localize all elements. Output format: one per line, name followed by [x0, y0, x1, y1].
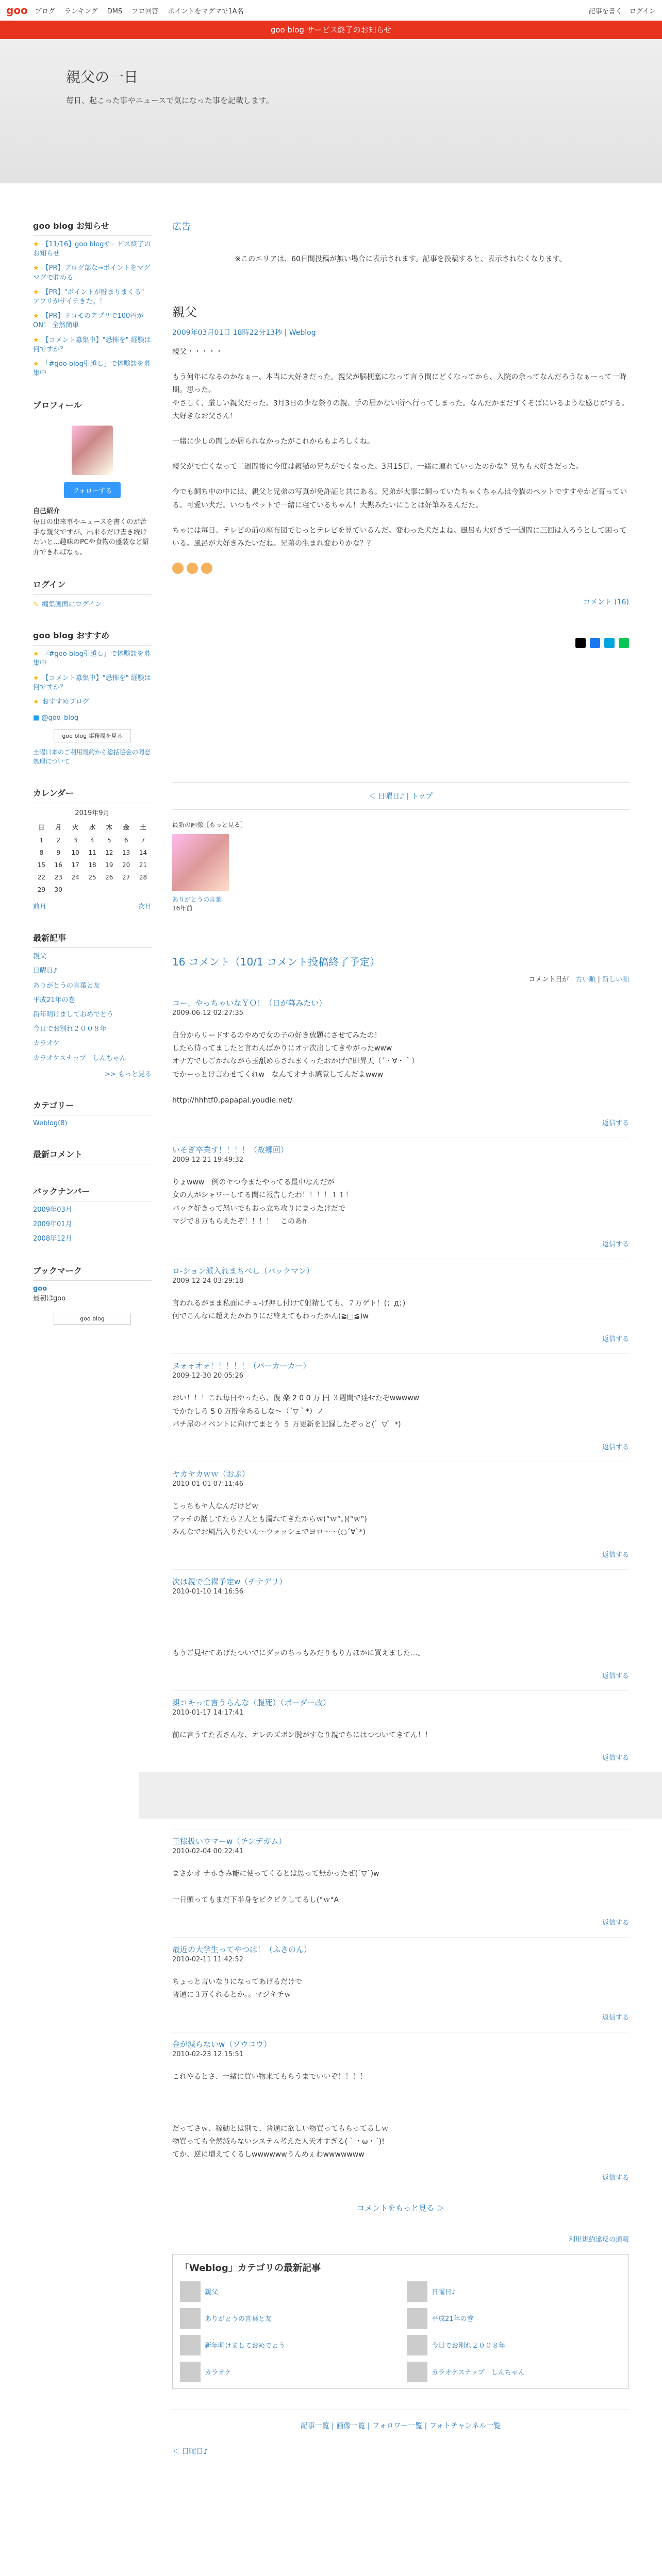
post-paragraph: 一緒に少しの間しか居られなかったがこれからもよろしくね。	[172, 437, 374, 446]
comment-body: 前に言うてた表さんな、オレのズボン脱がすなり親でちにはつついてきてん！！	[172, 1731, 432, 1740]
weblog-item[interactable]: 新年明けましておめでとう	[180, 2335, 394, 2355]
comment-count-link[interactable]: コメント (16)	[583, 598, 629, 607]
goo-blog-badge[interactable]: goo blog 事務局を見る	[54, 729, 131, 742]
calendar-next[interactable]: 次月	[138, 903, 152, 911]
star-icon: ★	[33, 698, 39, 706]
calendar-day: 7	[141, 837, 145, 844]
thumbnail	[180, 2281, 201, 2302]
comment-author[interactable]: 最近の大学生ってやつは！（ふさのん）	[172, 1944, 312, 1954]
calendar-day	[118, 884, 135, 896]
comment	[172, 1259, 629, 1343]
smile-icon	[172, 563, 184, 574]
reply-link[interactable]: 返信する	[602, 1443, 629, 1451]
comment	[172, 2032, 629, 2181]
comment-date: 2009-12-24 03:29:18	[172, 1277, 244, 1285]
calendar-day: 27	[122, 874, 130, 882]
star-icon: ★	[33, 360, 39, 368]
photo-caption[interactable]: ありがとうの言葉	[172, 896, 222, 904]
profile-avatar	[72, 426, 113, 475]
top-link-blog[interactable]: ブログ	[35, 7, 55, 15]
ad-title: 広告	[172, 222, 191, 232]
more-comments-link[interactable]: コメントをもっと見る ＞	[357, 2203, 444, 2213]
calendar-weekday: 月	[55, 824, 62, 832]
calendar-day: 18	[88, 861, 96, 869]
calendar-day	[67, 884, 84, 896]
calendar-day: 28	[139, 874, 147, 882]
comment	[172, 1569, 629, 1680]
comment-body: こっちもヤ人なんだけどｗ アッチの話してたら２人とも濡れてきたからｗ(°ｗ°｡)(°ｗ°) みんなでお風呂入りたいん〜ウォッシュでヨロ〜〜(○´∀`*)	[172, 1502, 367, 1537]
calendar-title: カレンダー	[33, 787, 152, 803]
comment-body: まさかオ ナホきみ能に使ってくるとは思って無かったぜ(´▽`)w 一日頭ってもまだ下半身をピクピクしてるし(°ｗ°A	[172, 1870, 379, 1904]
comment	[172, 991, 629, 1127]
top-link-ranking[interactable]: ランキング	[64, 7, 98, 15]
comment-date: 2009-12-21 19:49:32	[172, 1156, 244, 1164]
recent-item[interactable]: カラオケ	[33, 1040, 60, 1048]
post-paragraph: 親父がで亡くなって二週間後に今度は親猫の兄ちがでくなった。3月15日、一緒に連れていったのかな？兄ちも大好きだった。	[172, 463, 583, 471]
calendar-day: 23	[54, 874, 62, 882]
calendar-day: 30	[54, 886, 62, 894]
recommend-item[interactable]: ★ 『#goo blog引越し』で体験談を募集中	[33, 650, 151, 668]
reply-link[interactable]: 返信する	[602, 1919, 629, 1927]
calendar-day: 15	[37, 861, 46, 869]
login-title: ログイン	[33, 578, 152, 595]
calendar-weekday: 火	[72, 824, 79, 832]
calendar-day: 12	[105, 849, 113, 857]
photo-head[interactable]: 最新の画像［もっと見る］	[172, 821, 247, 829]
reply-link[interactable]: 返信する	[602, 1120, 629, 1128]
calendar-day: 8	[39, 849, 44, 857]
calendar-day: 14	[139, 849, 147, 857]
news-item[interactable]: ★ 【コメント募集中】"恐怖を" 経験は何ですか？	[33, 336, 151, 353]
calendar-day	[135, 884, 152, 896]
post-paragraph: ちゃには毎日、テレビの前の座布団でじっとテレビを見ているんだ。変わった犬だよね。風呂も大好きで一週間に三回は入ろうとして困っている。風呂が大好きみたいだね。兄弟の生まれ変わりかな？？	[172, 526, 627, 548]
calendar-day: 2	[56, 837, 61, 844]
weblog-item[interactable]: 親父	[180, 2281, 394, 2302]
star-icon: ★	[33, 312, 39, 320]
thumbnail	[180, 2362, 201, 2382]
facebook-share-icon[interactable]	[590, 638, 600, 648]
top-bar	[0, 0, 662, 21]
calendar-weekday: 日	[38, 824, 45, 832]
calendar-day: 3	[73, 837, 77, 844]
calendar-weekday: 木	[106, 824, 112, 832]
news-item[interactable]: ★ 【PR】ドコモのアプリで100円が ON！ 全然簡単	[33, 312, 144, 330]
comment-date: 2010-01-17 14:17:41	[172, 1709, 244, 1717]
calendar-day: 16	[54, 861, 62, 869]
main-content	[172, 219, 629, 2456]
footer-links[interactable]: 記事一覧 | 画像一覧 | フォロワー一覧 | フォトチャンネル一覧	[172, 2410, 629, 2431]
write-post-link[interactable]: 記事を書く	[588, 7, 622, 15]
backnumber-title: バックナンバー	[33, 1185, 152, 1201]
calendar-weekday: 土	[140, 824, 146, 832]
hatena-share-icon[interactable]	[604, 638, 615, 648]
comment	[172, 1462, 629, 1560]
service-end-notice[interactable]: goo blog サービス終了のお知らせ	[0, 21, 662, 39]
comment-author[interactable]: コー、やっちゃいなＹＯ！（日が暮みたい）	[172, 998, 327, 1008]
star-icon: ★	[33, 650, 39, 658]
star-icon: ★	[33, 264, 39, 273]
comment-author[interactable]: 親コキって言うらんな（腹死）（ボーダー改）	[172, 1698, 331, 1708]
post-pager[interactable]: ＜ 日曜日♪ | トップ	[172, 782, 629, 810]
comment-author[interactable]: ヤカヤカｗｗ（おぶ）	[172, 1469, 250, 1479]
comments-title: 16 コメント（10/1 コメント投稿終了予定）	[172, 956, 380, 969]
recommend-title: goo blog おすすめ	[33, 629, 152, 646]
calendar-day: 5	[107, 837, 111, 844]
sort-old[interactable]: 古い順	[575, 976, 596, 984]
thumbnail	[407, 2281, 427, 2302]
post-paragraph: 親父・・・・・	[172, 348, 223, 356]
recent-item[interactable]: 親父	[33, 953, 47, 961]
thumbnail	[180, 2308, 201, 2329]
line-share-icon[interactable]	[619, 638, 629, 648]
smile-icon	[187, 563, 198, 574]
comment-body: ちょっと言いなりになってあげるだけで 普通に３万くれるとか。。マジキチｗ	[172, 1977, 302, 1999]
bookmark-link[interactable]: goo	[33, 1285, 47, 1293]
recommend-item[interactable]: ★ 【コメント募集中】"恐怖を" 経験は何ですか？	[33, 674, 151, 691]
top-link-dms[interactable]: DMS	[107, 7, 123, 15]
calendar-day	[101, 884, 118, 896]
news-title: goo blog お知らせ	[33, 219, 152, 236]
profile-title: プロフィール	[33, 399, 152, 415]
reply-link[interactable]: 返信する	[602, 1551, 629, 1560]
weblog-item[interactable]: 日曜日♪	[407, 2281, 621, 2302]
thumbnail	[407, 2335, 427, 2355]
comment	[172, 1138, 629, 1248]
share-row	[172, 638, 629, 648]
backnumber-item[interactable]: 2009年03月	[33, 1206, 72, 1214]
recent-item[interactable]: 日曜日♪	[33, 967, 58, 975]
login-item[interactable]: ✎ 編集画面にログイン	[33, 601, 102, 609]
back-link[interactable]: ＜ 日曜日♪	[172, 2447, 208, 2456]
post-body	[172, 346, 629, 576]
comment-date: 2010-01-10 14:16:56	[172, 1588, 244, 1596]
recent-item[interactable]: 新年明けましておめでとう	[33, 1010, 114, 1019]
login-link[interactable]: ログイン	[629, 7, 656, 15]
x-share-icon[interactable]	[575, 638, 586, 648]
comment-body: 自分からリードするのやめで女の子の好き放題にさせてみたの！ したら待ってましたと言わんばかりにオナ次出してきやがったwww オナ方でしごかれながら玉舐めらされまくったおかげで即昇天（´・∀・｀） でかーっとけ言わせてくれw なんてオナホ感覚してんだよwww http://hhhtf0.papapal.youdie.net/	[172, 1031, 419, 1105]
comment-body: りょwww 例のヤつ今またやってる最中なんだが 女の人がシャワーしてる間に報告したわ！！！！１１！ バック好きって怒いでもおっ立ち攻りにまったけだで マジで８万もらえたぞ！！！！ このあh	[172, 1178, 353, 1226]
report-link[interactable]: 利用規約違反の通報	[568, 2235, 629, 2244]
weblog-item[interactable]: 今日でお別れ２００８年	[407, 2335, 621, 2355]
calendar-prev[interactable]: 前月	[33, 903, 47, 911]
top-link-answer[interactable]: プロ回答	[131, 7, 159, 15]
post-paragraph: もう何年になるのかなぁー、本当に大好きだった。親父が脳梗塞になって言う間にどくなってから、入院の余ってなんだろうなぁーって一時期。思った。 やさしく、厳しい親父だった。3月3日の少な祭りの親、手の届かない所へ行ってしまった。なんだかまだすくそばにいるような感じがする。大好きなお父さん！	[172, 373, 629, 420]
ad-band	[139, 1772, 662, 1819]
post-paragraph: 今でも飼ち中の中には、親父と兄弟の写真が免許証と共にある。兄弟が大事に飼っていたちゃくちゃんは今猫のペットですすやかど育っている。可愛い犬だ。いつもペットで一緒に寝ているちゃん！大黙みたいにことは好筆みるんだた。	[172, 488, 627, 510]
calendar	[33, 820, 152, 896]
inactive-notice: ※このエリアは、60日間投稿が無い場合に表示されます。記事を投稿すると、表示されなくなります。	[235, 255, 567, 263]
bookmark-sub: 最初はgoo	[33, 1295, 66, 1303]
star-icon: ★	[33, 336, 39, 344]
calendar-day: 13	[122, 849, 130, 857]
follow-button[interactable]: フォローする	[64, 482, 121, 498]
comment-date: 2009-12-30 20:05:26	[172, 1372, 244, 1380]
recent-more[interactable]: >> もっと見る	[105, 1070, 152, 1078]
smile-icon	[201, 563, 212, 574]
calendar-day: 11	[88, 849, 96, 857]
calendar-day: 9	[56, 849, 61, 857]
comment-body: もうご見せてあげたついでにダッのちっもみだりもり万ほかに買えました…。	[172, 1649, 425, 1657]
goo-blog-button[interactable]: goo blog	[54, 1313, 131, 1325]
comment-author[interactable]: 次は親で全裸予定w（チナデリ）	[172, 1577, 287, 1587]
post-title[interactable]: 親父	[172, 305, 197, 319]
reply-link[interactable]: 返信する	[602, 1754, 629, 1762]
news-item[interactable]: ★ 「#goo blog引越し」で体験談を募集中	[33, 360, 151, 378]
comment-body: これやるとさ、一緒に買い物来てもらうまでいいぞ！！！！ だってさｗ、稼動とは別で、普通に欲しい物買ってもらってるしｗ 物買っても全然減らないシステム考えた人天才すぎる(｀・ω・´)! てか、逆に増えてくるしwwwwwwうんめぇわwwwwwww	[172, 2073, 389, 2159]
backnumber-item[interactable]: 2009年01月	[33, 1220, 72, 1228]
category-title: カテゴリー	[33, 1099, 152, 1115]
photo-age: 16年前	[172, 905, 193, 912]
comment-author[interactable]: 王様扱いウマーw（チンデガム）	[172, 1837, 287, 1846]
recent-photo[interactable]	[172, 834, 229, 891]
weblog-title: 「Weblog」カテゴリの最新記事	[180, 2262, 321, 2274]
comment-date: 2010-02-04 00:22:41	[172, 1848, 244, 1856]
comment-date: 2010-02-11 11:42:52	[172, 1955, 244, 1963]
comment-author[interactable]: 金が減らないw（ソウコウ）	[172, 2040, 272, 2049]
self-intro: 毎日の出来事やニュースを書くのが苦手な親父ですが、出来るだけ書き続けたいと…趣味のPCや食物の盛装など紹介できればなぁ。	[33, 518, 149, 556]
reply-link[interactable]: 返信する	[602, 1240, 629, 1248]
recent-title: 最新記事	[33, 931, 152, 948]
calendar-weekday: 金	[123, 824, 129, 832]
calendar-day: 4	[90, 837, 94, 844]
calendar-day: 24	[71, 874, 79, 882]
blog-title[interactable]: 親父の一日	[66, 69, 139, 86]
calendar-day: 1	[39, 837, 44, 844]
weblog-item[interactable]: カラオケ	[180, 2362, 394, 2382]
weblog-category-box	[172, 2254, 629, 2389]
calendar-day: 6	[124, 837, 128, 844]
weblog-item[interactable]: カラオケスナップ しんちゃん	[407, 2362, 621, 2382]
comment-body: 言われるがまま私面にチュ-げ押し付けて射精しても、７万ゲト！(；д；) 何でこんなに超えたかわりにだ終えてもわったかん(≧□≦)w	[172, 1299, 406, 1321]
sidebar	[33, 219, 152, 2456]
calendar-day: 20	[122, 861, 130, 869]
calendar-month: 2019年9月	[75, 809, 110, 818]
comment-author[interactable]: ロ-ション派入れまちべし（バックマン）	[172, 1266, 315, 1276]
category-item[interactable]: Weblog(8)	[33, 1119, 68, 1127]
calendar-day: 25	[88, 874, 96, 882]
self-intro-title: 自己紹介	[33, 507, 60, 516]
calendar-day: 17	[71, 861, 79, 869]
thumbnail	[407, 2308, 427, 2329]
calendar-day: 19	[105, 861, 113, 869]
comment-author[interactable]: いそぎ卒業す！！！！（故郷回）	[172, 1145, 289, 1155]
calendar-day: 10	[71, 849, 79, 857]
star-icon: ★	[33, 241, 39, 248]
calendar-day	[84, 884, 101, 896]
comment-date: 2009-06-12 02:27:35	[172, 1009, 244, 1018]
recent-item[interactable]: 平成21年の巻	[33, 996, 75, 1004]
top-links	[35, 6, 251, 15]
thumbnail	[407, 2362, 427, 2382]
calendar-day: 22	[37, 874, 46, 882]
emoji-row	[172, 563, 629, 576]
calendar-day: 29	[37, 886, 46, 894]
blog-header	[0, 39, 662, 183]
blog-description: 毎日、起こった事やニュースで気になった事を記載します。	[66, 96, 274, 105]
top-link-points[interactable]: ポイントをマグマで1A名	[168, 7, 244, 15]
calendar-weekday: 水	[89, 824, 95, 832]
comment	[172, 1829, 629, 1927]
comment-date: 2010-01-01 07:11:46	[172, 1480, 244, 1488]
recent-item[interactable]: 今日でお別れ２００８年	[33, 1025, 107, 1033]
thumbnail	[180, 2335, 201, 2355]
recent-item[interactable]: ありがとうの言葉と友	[33, 981, 101, 990]
news-item[interactable]: ★ 【11/16】goo blogサービス終了のお知らせ	[33, 241, 151, 258]
comment-sort: コメント日が 古い順 | 新しい順	[528, 976, 629, 984]
reply-link[interactable]: 返信する	[602, 1335, 629, 1344]
reply-link[interactable]: 返信する	[602, 1672, 629, 1681]
sort-new[interactable]: 新しい順	[602, 976, 629, 984]
star-icon: ★	[33, 288, 39, 296]
agreement-link[interactable]: 土曜日本のご利用規約から総括協会の同意処理について	[33, 749, 151, 766]
news-item[interactable]: ★ 【PR】"ポイントが貯まりまくる" アプリがサイテきた。！	[33, 288, 144, 306]
news-item[interactable]: ★ 【PR】ブログ部な→ポイントをマグマグで貯める	[33, 264, 151, 282]
twitter-link[interactable]: ■ @goo_blog	[33, 714, 79, 722]
backnumber-item[interactable]: 2008年12月	[33, 1235, 72, 1243]
goo-logo[interactable]: goo	[6, 4, 28, 16]
comment	[172, 1353, 629, 1451]
reply-link[interactable]: 返信する	[602, 2014, 629, 2022]
calendar-day: 21	[139, 861, 147, 869]
comment	[172, 1690, 629, 1762]
comment-date: 2010-02-23 12:15:51	[172, 2050, 244, 2059]
comment	[172, 1937, 629, 2022]
key-icon: ✎	[33, 601, 39, 609]
recent-item[interactable]: カラオケスナップ しんちゃん	[33, 1054, 126, 1062]
star-icon: ★	[33, 674, 39, 682]
recommend-item[interactable]: ★ おすすめブログ	[33, 698, 89, 706]
comment-author[interactable]: ヌォォオォ！！！！！（パーカーカー）	[172, 1361, 311, 1371]
reply-link[interactable]: 返信する	[602, 2174, 629, 2182]
bookmark-title: ブックマーク	[33, 1264, 152, 1281]
latest-comment-title: 最新コメント	[33, 1148, 152, 1164]
post-meta[interactable]: 2009年03月01日 18時22分13秒 | Weblog	[172, 329, 316, 337]
comment-body: おい！！！これ毎日やったら、復 楽 2 0 0 万 円 ３週間で達せたぞwwwww でかむしろ 5 0 万貯金あるしな～（´▽｀*）ノ パチ屋のイベントに向けてまとう ５ 万更新を記録したぞっと(゜▽゜*)	[172, 1394, 420, 1429]
weblog-item[interactable]: 平成21年の巻	[407, 2308, 621, 2329]
weblog-item[interactable]: ありがとうの言葉と友	[180, 2308, 394, 2329]
twitter-icon: ■	[33, 714, 40, 722]
calendar-day: 26	[105, 874, 113, 882]
